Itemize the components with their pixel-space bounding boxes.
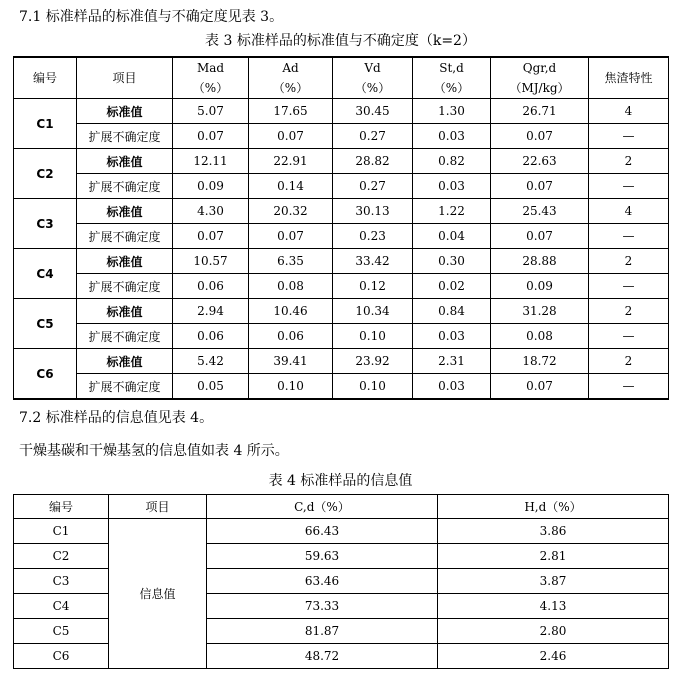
cell-ad-uncertainty: 0.10 [249, 374, 333, 400]
sample-code: C2 [14, 149, 77, 199]
cell-coke-standard: 2 [589, 249, 669, 274]
header-hd: H,d（%） [438, 495, 669, 519]
cell-mad-standard: 5.42 [173, 349, 249, 374]
header-ad [249, 57, 333, 99]
header-ad-unit: （%） [272, 81, 309, 95]
sample-code: C4 [14, 594, 109, 619]
cell-coke-uncertainty: — [589, 324, 669, 349]
cell-ad-standard: 17.65 [249, 99, 333, 124]
table-4-header-row [14, 495, 669, 519]
cell-qgr-uncertainty: 0.09 [491, 274, 589, 299]
cell-hd: 2.80 [438, 619, 669, 644]
cell-qgr-uncertainty: 0.07 [491, 224, 589, 249]
cell-std-standard: 1.22 [413, 199, 491, 224]
header-qgr [491, 57, 589, 99]
cell-ad-standard: 39.41 [249, 349, 333, 374]
table-row-uncertainty [14, 274, 669, 299]
cell-qgr-uncertainty: 0.07 [491, 174, 589, 199]
cell-std-standard: 0.30 [413, 249, 491, 274]
cell-vd-standard: 10.34 [333, 299, 413, 324]
cell-mad-standard: 5.07 [173, 99, 249, 124]
cell-hd: 2.81 [438, 544, 669, 569]
cell-std-uncertainty: 0.03 [413, 174, 491, 199]
table-row-standard [14, 99, 669, 124]
table-row-standard [14, 249, 669, 274]
table-3-standard-values [13, 56, 669, 400]
cell-vd-standard: 23.92 [333, 349, 413, 374]
sample-code: C1 [14, 99, 77, 149]
cell-hd: 3.87 [438, 569, 669, 594]
header-code: 编号 [14, 57, 77, 99]
item-label-uncertainty: 扩展不确定度 [77, 324, 173, 349]
cell-mad-standard: 12.11 [173, 149, 249, 174]
cell-std-standard: 1.30 [413, 99, 491, 124]
cell-ad-uncertainty: 0.14 [249, 174, 333, 199]
table-row-uncertainty [14, 124, 669, 149]
cell-coke-uncertainty: — [589, 124, 669, 149]
table-row-standard [14, 349, 669, 374]
cell-vd-uncertainty: 0.23 [333, 224, 413, 249]
cell-vd-standard: 30.45 [333, 99, 413, 124]
header-mad-unit: （%） [192, 81, 229, 95]
cell-cd: 73.33 [207, 594, 438, 619]
table-3-header-row [14, 57, 669, 99]
table-3-caption: 表 3 标准样品的标准值与不确定度（k=2） [205, 33, 476, 49]
header-mad-name: Mad [196, 61, 225, 75]
cell-ad-standard: 10.46 [249, 299, 333, 324]
cell-coke-standard: 2 [589, 149, 669, 174]
cell-coke-uncertainty: — [589, 374, 669, 400]
cell-mad-uncertainty: 0.09 [173, 174, 249, 199]
header-item: 项目 [109, 495, 207, 519]
sample-code: C5 [14, 619, 109, 644]
header-ad-name: Ad [282, 61, 299, 75]
sample-code: C5 [14, 299, 77, 349]
cell-std-uncertainty: 0.04 [413, 224, 491, 249]
table-row-standard [14, 299, 669, 324]
cell-mad-uncertainty: 0.07 [173, 224, 249, 249]
item-label-standard: 标准值 [77, 99, 173, 124]
sample-code: C4 [14, 249, 77, 299]
table-row-uncertainty [14, 224, 669, 249]
cell-coke-uncertainty: — [589, 224, 669, 249]
item-label-standard: 标准值 [77, 149, 173, 174]
cell-hd: 3.86 [438, 519, 669, 544]
header-code: 编号 [14, 495, 109, 519]
table-row-uncertainty [14, 324, 669, 349]
cell-coke-uncertainty: — [589, 174, 669, 199]
cell-mad-uncertainty: 0.06 [173, 274, 249, 299]
table-row-standard [14, 199, 669, 224]
section-7-2-text: 干燥基碳和干燥基氢的信息值如表 4 所示。 [19, 443, 289, 459]
cell-coke-uncertainty: — [589, 274, 669, 299]
item-label-uncertainty: 扩展不确定度 [77, 274, 173, 299]
cell-qgr-standard: 25.43 [491, 199, 589, 224]
cell-std-uncertainty: 0.03 [413, 324, 491, 349]
header-mad [173, 57, 249, 99]
section-7-1-heading: 7.1 标准样品的标准值与不确定度见表 3。 [19, 9, 284, 25]
item-label-uncertainty: 扩展不确定度 [77, 224, 173, 249]
cell-coke-standard: 4 [589, 199, 669, 224]
cell-mad-uncertainty: 0.05 [173, 374, 249, 400]
cell-vd-standard: 33.42 [333, 249, 413, 274]
cell-cd: 59.63 [207, 544, 438, 569]
cell-ad-standard: 20.32 [249, 199, 333, 224]
cell-qgr-uncertainty: 0.07 [491, 374, 589, 400]
cell-vd-uncertainty: 0.12 [333, 274, 413, 299]
table-row-uncertainty [14, 174, 669, 199]
cell-std-uncertainty: 0.02 [413, 274, 491, 299]
header-cd: C,d（%） [207, 495, 438, 519]
cell-qgr-standard: 31.28 [491, 299, 589, 324]
cell-cd: 48.72 [207, 644, 438, 669]
cell-ad-uncertainty: 0.07 [249, 124, 333, 149]
cell-qgr-standard: 28.88 [491, 249, 589, 274]
cell-qgr-uncertainty: 0.08 [491, 324, 589, 349]
header-vd [333, 57, 413, 99]
header-vd-unit: （%） [354, 81, 391, 95]
cell-ad-uncertainty: 0.06 [249, 324, 333, 349]
cell-std-uncertainty: 0.03 [413, 374, 491, 400]
sample-code: C6 [14, 644, 109, 669]
cell-mad-standard: 2.94 [173, 299, 249, 324]
cell-coke-standard: 2 [589, 299, 669, 324]
cell-mad-uncertainty: 0.07 [173, 124, 249, 149]
table-row [14, 519, 669, 544]
cell-vd-standard: 30.13 [333, 199, 413, 224]
cell-cd: 66.43 [207, 519, 438, 544]
cell-vd-uncertainty: 0.10 [333, 324, 413, 349]
cell-ad-standard: 6.35 [249, 249, 333, 274]
item-label-standard: 标准值 [77, 299, 173, 324]
item-label-uncertainty: 扩展不确定度 [77, 174, 173, 199]
item-label-uncertainty: 扩展不确定度 [77, 374, 173, 400]
item-label-standard: 标准值 [77, 249, 173, 274]
cell-coke-standard: 2 [589, 349, 669, 374]
cell-std-uncertainty: 0.03 [413, 124, 491, 149]
table-row-standard [14, 149, 669, 174]
table-4-caption: 表 4 标准样品的信息值 [268, 473, 413, 489]
header-vd-name: Vd [364, 61, 381, 75]
cell-mad-uncertainty: 0.06 [173, 324, 249, 349]
cell-ad-uncertainty: 0.07 [249, 224, 333, 249]
cell-qgr-uncertainty: 0.07 [491, 124, 589, 149]
cell-qgr-standard: 18.72 [491, 349, 589, 374]
cell-cd: 81.87 [207, 619, 438, 644]
cell-std-standard: 0.84 [413, 299, 491, 324]
cell-mad-standard: 4.30 [173, 199, 249, 224]
table-row-uncertainty [14, 374, 669, 400]
header-std-unit: （%） [433, 81, 470, 95]
header-std-name: St,d [439, 61, 464, 75]
header-coke: 焦渣特性 [589, 57, 669, 99]
header-qgr-name: Qgr,d [522, 61, 557, 75]
cell-vd-standard: 28.82 [333, 149, 413, 174]
table-4-information-values [13, 494, 669, 669]
cell-vd-uncertainty: 0.27 [333, 174, 413, 199]
cell-cd: 63.46 [207, 569, 438, 594]
sample-code: C1 [14, 519, 109, 544]
cell-vd-uncertainty: 0.27 [333, 124, 413, 149]
cell-ad-uncertainty: 0.08 [249, 274, 333, 299]
cell-std-standard: 0.82 [413, 149, 491, 174]
sample-code: C2 [14, 544, 109, 569]
sample-code: C6 [14, 349, 77, 400]
cell-hd: 2.46 [438, 644, 669, 669]
cell-vd-uncertainty: 0.10 [333, 374, 413, 400]
item-label-standard: 标准值 [77, 199, 173, 224]
item-label-info: 信息值 [109, 519, 207, 669]
cell-qgr-standard: 22.63 [491, 149, 589, 174]
sample-code: C3 [14, 569, 109, 594]
cell-hd: 4.13 [438, 594, 669, 619]
cell-coke-standard: 4 [589, 99, 669, 124]
item-label-standard: 标准值 [77, 349, 173, 374]
header-std [413, 57, 491, 99]
section-7-2-heading: 7.2 标准样品的信息值见表 4。 [19, 410, 214, 426]
cell-std-standard: 2.31 [413, 349, 491, 374]
cell-ad-standard: 22.91 [249, 149, 333, 174]
header-item: 项目 [77, 57, 173, 99]
sample-code: C3 [14, 199, 77, 249]
header-qgr-unit: （MJ/kg） [509, 81, 570, 95]
cell-qgr-standard: 26.71 [491, 99, 589, 124]
cell-mad-standard: 10.57 [173, 249, 249, 274]
item-label-uncertainty: 扩展不确定度 [77, 124, 173, 149]
